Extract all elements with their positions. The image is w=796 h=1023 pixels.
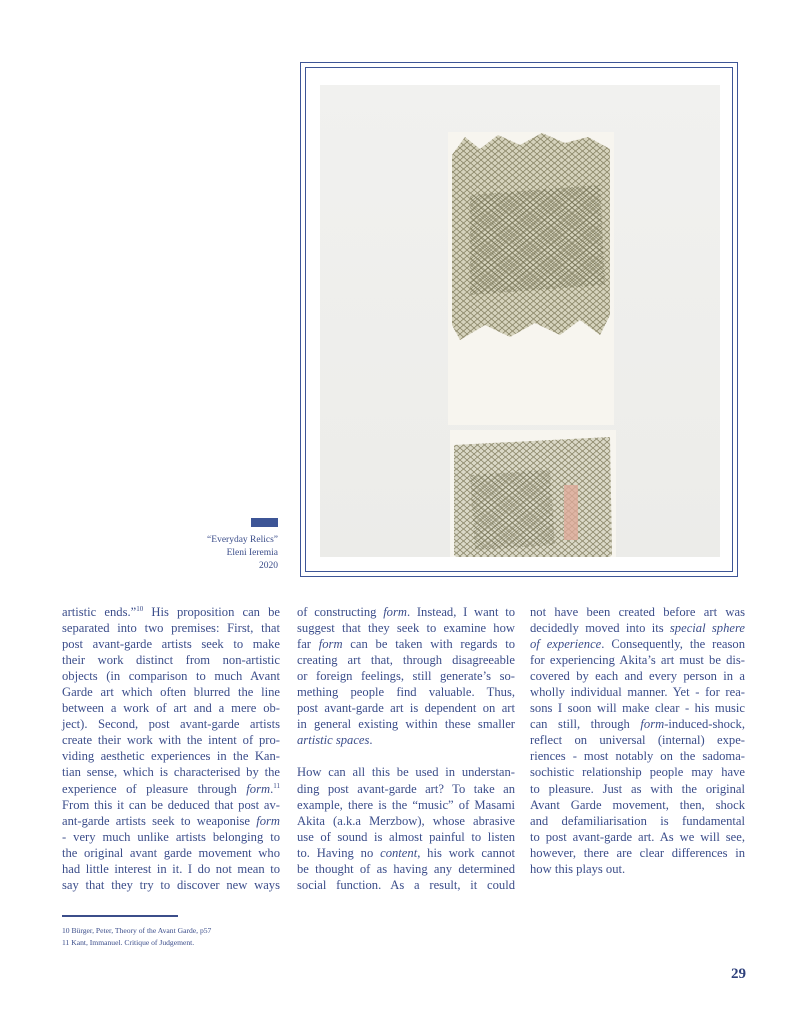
emphasis: form	[246, 781, 271, 796]
text-segment: wholly individual manner. Yet - for rea-	[530, 685, 745, 700]
text-segment: and defamiliarisation is fundamental	[530, 813, 745, 828]
text-segment: their work distinct from non-artistic	[62, 653, 280, 668]
text-segment: can be taken with regards to	[342, 637, 515, 652]
text-column-2	[297, 604, 515, 893]
emphasis: artistic spaces	[297, 733, 370, 748]
footnote-ref: 11	[273, 781, 280, 790]
text-segment: experience of pleasure through	[62, 781, 247, 796]
emphasis: of experience	[530, 637, 602, 652]
text-line	[297, 748, 515, 764]
text-line	[297, 620, 515, 636]
text-line	[297, 716, 515, 732]
text-line	[530, 684, 745, 700]
text-line	[297, 652, 515, 668]
text-line	[297, 813, 515, 829]
page-number: 29	[731, 966, 746, 982]
text-segment: post avant-garde art is dependent on art	[297, 701, 515, 716]
text-segment: far	[297, 637, 319, 652]
text-segment: covered by each and every person in a	[530, 669, 745, 684]
text-segment: Avant Garde movement, then, shock	[530, 797, 745, 812]
text-segment: - very much unlike artists belonging to	[62, 829, 280, 844]
text-line	[62, 636, 280, 652]
text-segment: to post avant-garde art. As we will see,	[530, 829, 745, 844]
text-segment: Akita (a.k.a Merzbow), whose abrasive	[297, 813, 515, 828]
footnote-divider	[62, 915, 178, 917]
text-line	[297, 636, 515, 652]
text-line	[530, 668, 745, 684]
text-line	[530, 781, 745, 797]
text-segment: mething people find valuable. Thus,	[297, 685, 515, 700]
caption-year: 2020	[259, 561, 278, 571]
text-segment: sochistic relationship people may have	[530, 765, 745, 780]
text-segment: had little interest in it. I do not mean to	[62, 861, 280, 876]
image-caption	[207, 534, 278, 573]
text-line	[62, 829, 280, 845]
text-line	[62, 732, 280, 748]
text-segment: create their work with the intent of pro-	[62, 733, 280, 748]
text-segment: . Instead, I want to	[406, 605, 515, 619]
artwork-drawing	[320, 85, 720, 557]
text-line	[297, 877, 515, 893]
text-segment: post avant-garde artists seek to make	[62, 637, 280, 652]
text-segment: separated into two premises: First, that	[62, 621, 280, 636]
text-segment: . Consequently, the reason	[601, 637, 745, 652]
text-segment: the original avant garde movement who	[62, 845, 280, 860]
text-segment: can still, through	[530, 717, 641, 732]
text-segment: use of sound is almost painful to listen	[297, 829, 515, 844]
text-line	[530, 732, 745, 748]
text-line	[530, 829, 745, 845]
text-line	[530, 748, 745, 764]
text-line	[62, 604, 280, 620]
text-line	[297, 845, 515, 861]
text-line	[297, 604, 515, 620]
text-segment: for experiencing Akita’s art must be dis-	[530, 653, 745, 668]
text-segment: to. Having no	[297, 845, 381, 860]
text-line	[62, 877, 280, 893]
text-line	[530, 620, 745, 636]
text-line	[62, 797, 280, 813]
footnotes	[62, 925, 211, 948]
text-segment: social function. As a result, it could	[297, 877, 515, 892]
text-line	[62, 861, 280, 877]
text-line	[62, 700, 280, 716]
text-line	[297, 861, 515, 877]
text-segment: How can all this be used in understan-	[297, 765, 515, 780]
text-line	[530, 861, 745, 877]
text-line	[297, 829, 515, 845]
text-segment: ding post avant-garde art? To take an	[297, 781, 515, 796]
caption-artist: Eleni Ieremia	[226, 548, 278, 558]
text-segment: say that they try to discover new ways	[62, 877, 280, 892]
text-line	[530, 636, 745, 652]
text-line	[530, 797, 745, 813]
text-segment: creating art that, through disagreeable	[297, 653, 515, 668]
text-line	[62, 652, 280, 668]
text-segment: -induced-shock,	[664, 717, 745, 732]
text-segment: artistic ends.”	[62, 605, 137, 619]
emphasis: form	[256, 813, 280, 828]
text-line	[62, 716, 280, 732]
text-segment: tian sense, which is characterised by the	[62, 765, 280, 780]
text-line	[297, 684, 515, 700]
text-segment: reflect on universal (internal) expe-	[530, 733, 745, 748]
text-line	[62, 748, 280, 764]
text-segment: decidedly moved into its	[530, 621, 670, 636]
text-line	[297, 781, 515, 797]
text-segment: be thought of as having any determined	[297, 861, 515, 876]
footnote-10: 10 Bürger, Peter, Theory of the Avant Garde, p57	[62, 926, 212, 935]
text-line	[62, 668, 280, 684]
caption-title: “Everyday Relics”	[207, 535, 278, 545]
text-segment: His proposition can be	[143, 605, 280, 619]
text-segment: ject). Second, post avant-garde artists	[62, 717, 280, 732]
text-segment: however, there are clear differences in	[530, 845, 745, 860]
text-segment: objects (in comparison to much Avant	[62, 669, 280, 684]
emphasis: content	[380, 845, 418, 860]
text-segment: in general existing within these smaller	[297, 717, 515, 732]
text-line	[297, 797, 515, 813]
text-line	[62, 620, 280, 636]
text-line	[530, 813, 745, 829]
text-column-1	[62, 604, 280, 893]
footnote-ref: 10	[136, 605, 144, 613]
emphasis: form	[383, 605, 407, 619]
text-line	[530, 845, 745, 861]
emphasis: form	[640, 717, 665, 732]
text-line	[62, 781, 280, 797]
text-segment: riences - most notably on the sadoma-	[530, 749, 745, 764]
footnote-11: 11 Kant, Immanuel. Critique of Judgement.	[62, 937, 195, 947]
text-line	[530, 716, 745, 732]
text-line	[62, 813, 280, 829]
artwork-photo	[320, 85, 720, 557]
text-segment: .	[369, 733, 373, 748]
emphasis: special sphere	[669, 621, 745, 636]
text-line	[530, 604, 745, 620]
text-segment: not have been created before art was	[530, 605, 745, 619]
text-line	[62, 764, 280, 780]
text-segment: , his work cannot	[417, 845, 515, 860]
text-line	[530, 652, 745, 668]
text-segment: sons I soon will make clear - his music	[530, 701, 745, 716]
text-line	[297, 700, 515, 716]
text-segment: .	[270, 781, 274, 796]
text-segment: From this it can be deduced that post av-	[62, 797, 280, 812]
text-segment: Garde art which often blurred the line	[62, 685, 280, 700]
text-segment: example, there is the “music” of Masami	[297, 797, 515, 812]
text-line	[297, 764, 515, 780]
text-segment: or foreign feelings, still generate’s so-	[297, 669, 515, 684]
text-segment: how this plays out.	[530, 861, 626, 876]
text-segment: suggest that they seek to examine how	[297, 621, 515, 636]
text-segment: ant-garde artists seek to weaponise	[62, 813, 257, 828]
text-segment: between a work of art and a mere ob-	[62, 701, 280, 716]
text-column-3	[530, 604, 745, 877]
text-segment: viding aesthetic experiences in the Kan-	[62, 749, 280, 764]
text-line	[62, 845, 280, 861]
text-line	[530, 700, 745, 716]
text-line	[297, 732, 515, 748]
caption-accent-bar	[251, 518, 278, 527]
text-line	[297, 668, 515, 684]
text-segment: of constructing	[297, 605, 384, 619]
text-line	[530, 764, 745, 780]
text-line	[62, 684, 280, 700]
emphasis: form	[318, 637, 343, 652]
text-segment: to pleasure. Just as with the original	[530, 781, 745, 796]
